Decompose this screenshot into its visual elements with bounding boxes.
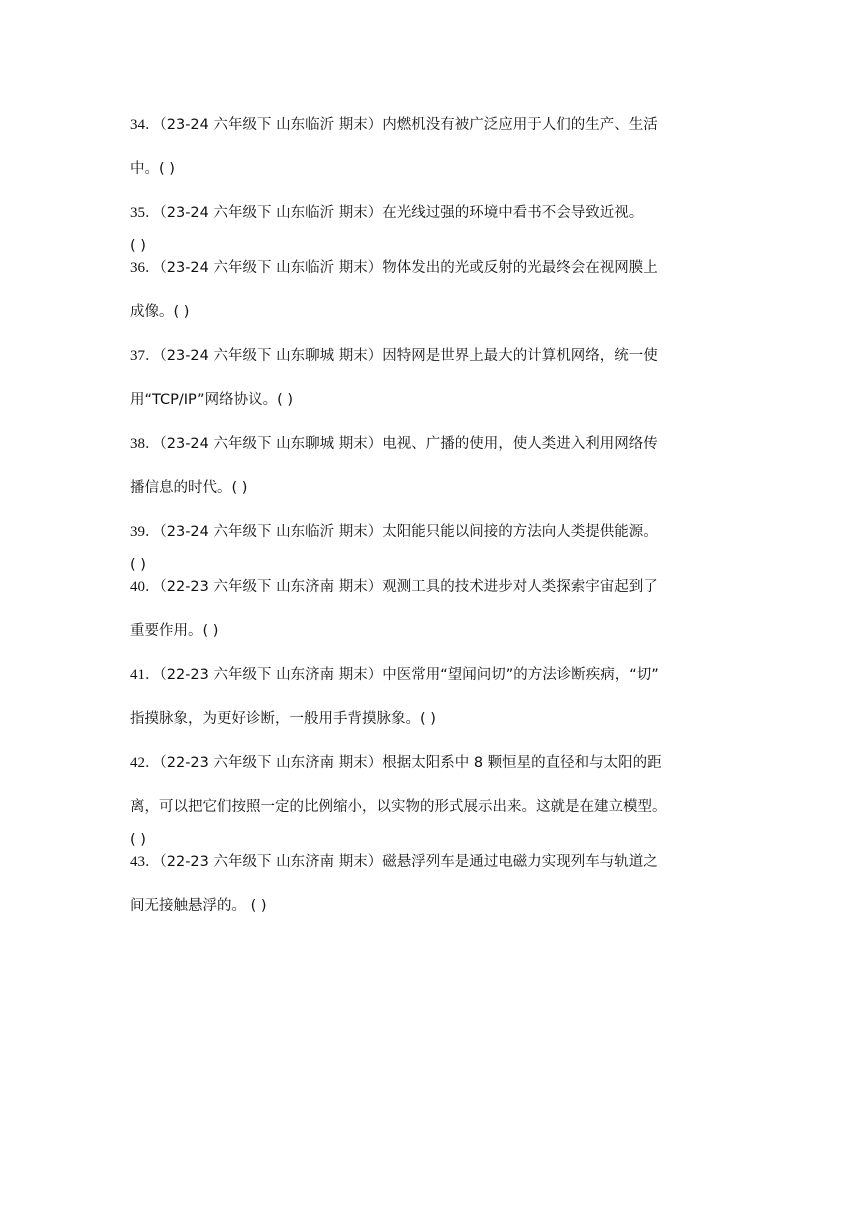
question-number: 43 (130, 854, 145, 870)
question-42 (130, 752, 730, 851)
question-text: （23-24 六年级下 山东临沂 期末）内燃机没有被广泛应用于人们的生产、生活 (159, 117, 658, 133)
question-text: （22-23 六年级下 山东济南 期末）根据太阳系中 8 颗恒星的直径和与太阳的距 (159, 755, 662, 771)
question-34 (130, 114, 730, 180)
question-text: （22-23 六年级下 山东济南 期末）观测工具的技术进步对人类探索宇宙起到了 (159, 579, 658, 595)
question-separator: ． (145, 667, 160, 683)
question-text: （23-24 六年级下 山东聊城 期末）因特网是世界上最大的计算机网络，统一使 (159, 348, 658, 364)
question-number: 38 (130, 436, 145, 452)
question-number: 34 (130, 117, 145, 133)
question-text: （22-23 六年级下 山东济南 期末）中医常用“望闻问切”的方法诊断疾病，“切” (159, 667, 659, 683)
question-number: 41 (130, 667, 145, 683)
question-text-continued: 指摸脉象，为更好诊断，一般用手背摸脉象。( ) (130, 711, 436, 727)
question-text-continued: 成像。( ) (130, 304, 190, 320)
question-separator: ． (145, 260, 160, 276)
question-40 (130, 576, 730, 642)
question-number: 35 (130, 205, 145, 221)
question-38 (130, 433, 730, 499)
question-number: 42 (130, 755, 145, 771)
answer-bracket: ( ) (130, 557, 146, 573)
question-text: （23-24 六年级下 山东聊城 期末）电视、广播的使用，使人类进入利用网络传 (159, 436, 658, 452)
question-separator: ． (145, 205, 160, 221)
question-number: 37 (130, 348, 145, 364)
question-36 (130, 257, 730, 323)
question-text-continued: 用“TCP/IP”网络协议。( ) (130, 392, 293, 408)
question-separator: ． (145, 755, 160, 771)
question-separator: ． (145, 348, 160, 364)
question-text-continued: 离，可以把它们按照一定的比例缩小，以实物的形式展示出来。这就是在建立模型。 (130, 799, 667, 815)
question-text: （23-24 六年级下 山东临沂 期末）太阳能只能以间接的方法向人类提供能源。 (159, 524, 658, 540)
question-text-continued: 播信息的时代。( ) (130, 480, 248, 496)
question-text: （23-24 六年级下 山东临沂 期末）物体发出的光或反射的光最终会在视网膜上 (159, 260, 658, 276)
answer-bracket: ( ) (130, 832, 146, 848)
question-list (130, 114, 730, 917)
question-number: 39 (130, 524, 145, 540)
question-text-continued: 重要作用。( ) (130, 623, 219, 639)
question-number: 40 (130, 579, 145, 595)
question-text: （22-23 六年级下 山东济南 期末）磁悬浮列车是通过电磁力实现列车与轨道之 (159, 854, 658, 870)
question-separator: ． (145, 436, 160, 452)
question-text: （23-24 六年级下 山东临沂 期末）在光线过强的环境中看书不会导致近视。 (159, 205, 644, 221)
question-37 (130, 345, 730, 411)
question-43 (130, 851, 730, 917)
question-separator: ． (145, 524, 160, 540)
question-text-continued: 间无接触悬浮的。 ( ) (130, 898, 267, 914)
question-39 (130, 521, 730, 576)
question-text-continued: 中。( ) (130, 161, 175, 177)
question-35 (130, 202, 730, 257)
question-41 (130, 664, 730, 730)
question-number: 36 (130, 260, 145, 276)
question-separator: ． (145, 117, 160, 133)
question-separator: ． (145, 579, 160, 595)
answer-bracket: ( ) (130, 238, 146, 254)
question-separator: ． (145, 854, 160, 870)
